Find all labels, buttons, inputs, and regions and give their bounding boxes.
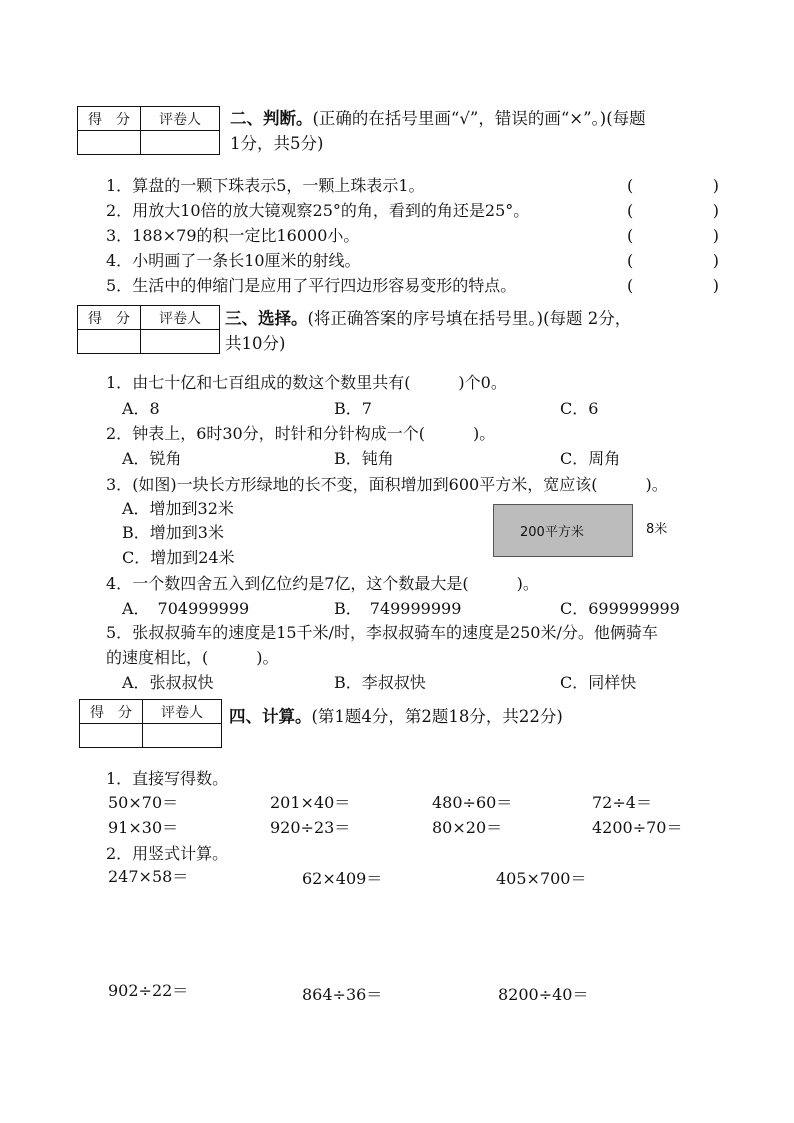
rectangle-side-label: 8米: [646, 522, 668, 537]
judge-answer-4[interactable]: ( ): [627, 251, 719, 270]
score-cell[interactable]: [78, 330, 141, 354]
choice-question-5: 5．张叔叔骑车的速度是15千米/时，李叔叔骑车的速度是250米/分。他俩骑车: [106, 623, 658, 642]
choice-option: A．张叔叔快: [122, 673, 214, 692]
section2-instruction: (正确的在括号里画“√”，错误的画“×”。)(每题: [312, 109, 646, 128]
section3-instruction-line2: 共10分): [225, 334, 286, 353]
score-label: 得 分: [78, 306, 141, 330]
choice-option: B．7: [334, 399, 372, 418]
section3-title: 三、选择。: [225, 309, 308, 328]
judge-answer-3[interactable]: ( ): [627, 226, 719, 245]
calc-part1-title: 1．直接写得数。: [106, 769, 229, 788]
calc-part2-title: 2．用竖式计算。: [106, 844, 229, 863]
vertical-calc-item: 902÷22＝: [108, 981, 189, 1000]
section2-instruction-line2: 1分，共5分): [230, 134, 324, 153]
calc-item: 201×40＝: [270, 793, 351, 812]
vertical-calc-item: 405×700＝: [496, 869, 587, 888]
section2-heading: [230, 106, 730, 156]
choice-option: A．8: [122, 399, 160, 418]
vertical-calc-item: 864÷36＝: [302, 985, 383, 1004]
judge-item-5: 5．生活中的伸缩门是应用了平行四边形容易变形的特点。: [106, 276, 517, 295]
judge-item-3: 3．188×79的积一定比16000小。: [106, 226, 360, 245]
section3-heading: [225, 306, 725, 356]
choice-option: C．增加到24米: [122, 548, 235, 567]
section3-instruction: (将正确答案的序号填在括号里。)(每题 2分，: [307, 309, 632, 328]
grader-cell[interactable]: [141, 131, 220, 155]
choice-option: A．锐角: [122, 449, 182, 468]
choice-option: C．6: [560, 399, 599, 418]
section4-heading: [229, 704, 563, 729]
choice-question-1: 1．由七十亿和七百组成的数这个数里共有( )个0。: [106, 373, 507, 392]
score-label: 得 分: [80, 700, 143, 724]
calc-item: 72÷4＝: [592, 793, 652, 812]
judge-answer-2[interactable]: ( ): [627, 201, 719, 220]
judge-answer-1[interactable]: ( ): [627, 176, 719, 195]
choice-question-2: 2．钟表上，6时30分，时针和分针构成一个( )。: [106, 424, 496, 443]
section2-title: 二、判断。: [230, 109, 313, 128]
grader-label: 评卷人: [141, 306, 220, 330]
choice-question-4: 4．一个数四舍五入到亿位约是7亿，这个数最大是( )。: [106, 574, 539, 593]
vertical-calc-item: 8200÷40＝: [498, 985, 589, 1004]
score-box-section3: [77, 305, 220, 354]
score-label: 得 分: [78, 107, 141, 131]
vertical-calc-item: 247×58＝: [108, 867, 189, 886]
rectangle-area-label: 200平方米: [520, 525, 584, 540]
grader-cell[interactable]: [141, 330, 220, 354]
calc-item: 4200÷70＝: [592, 818, 683, 837]
score-box-section4: [79, 699, 222, 748]
section4-title: 四、计算。: [229, 707, 312, 726]
grader-cell[interactable]: [143, 724, 222, 748]
choice-option: A．增加到32米: [122, 499, 234, 518]
choice-option: B． 749999999: [334, 599, 462, 618]
grader-label: 评卷人: [141, 107, 220, 131]
calc-item: 50×70＝: [108, 793, 179, 812]
judge-item-2: 2．用放大10倍的放大镜观察25°的角，看到的角还是25°。: [106, 201, 530, 220]
choice-question-3: 3．(如图)一块长方形绿地的长不变，面积增加到600平方米，宽应该( )。: [106, 475, 668, 494]
score-cell[interactable]: [80, 724, 143, 748]
judge-item-4: 4．小明画了一条长10厘米的射线。: [106, 251, 361, 270]
choice-option: C．同样快: [560, 673, 637, 692]
choice-question-5-line2: 的速度相比，( )。: [106, 648, 279, 667]
choice-option: C．周角: [560, 449, 621, 468]
choice-option: A． 704999999: [122, 599, 250, 618]
judge-answer-5[interactable]: ( ): [627, 276, 719, 295]
choice-option: B．钝角: [334, 449, 394, 468]
rectangle-figure: [493, 504, 633, 557]
section4-instruction: (第1题4分，第2题18分，共22分): [311, 707, 563, 726]
choice-option: C．699999999: [560, 599, 680, 618]
grader-label: 评卷人: [143, 700, 222, 724]
choice-option: B．增加到3米: [122, 523, 224, 542]
score-cell[interactable]: [78, 131, 141, 155]
vertical-calc-item: 62×409＝: [302, 869, 383, 888]
judge-item-1: 1．算盘的一颗下珠表示5，一颗上珠表示1。: [106, 176, 425, 195]
calc-item: 920÷23＝: [270, 818, 351, 837]
calc-item: 80×20＝: [432, 818, 503, 837]
calc-item: 91×30＝: [108, 818, 179, 837]
calc-item: 480÷60＝: [432, 793, 513, 812]
score-box-section2: [77, 106, 220, 155]
choice-option: B．李叔叔快: [334, 673, 426, 692]
